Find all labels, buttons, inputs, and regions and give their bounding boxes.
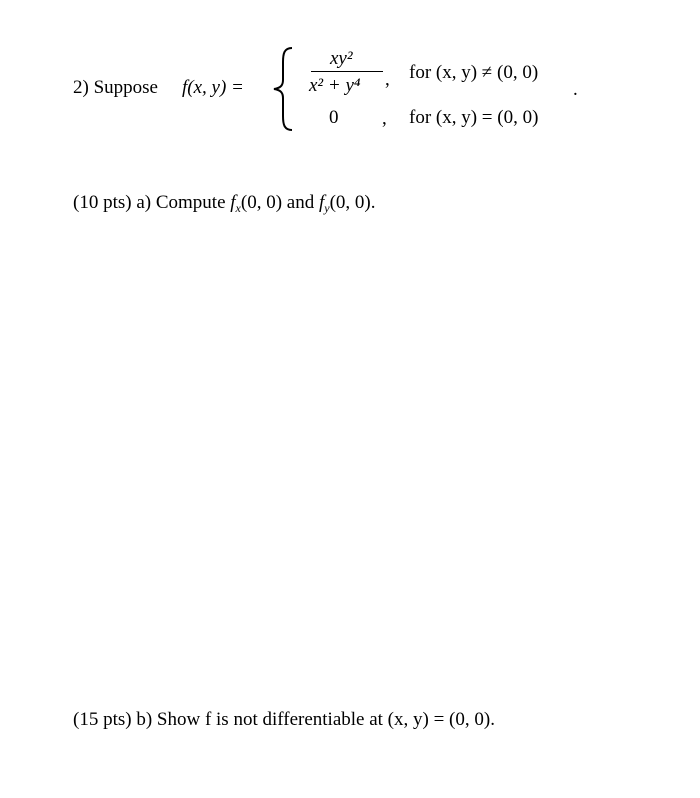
part-a: [73, 193, 375, 214]
case2-value: 0: [329, 107, 339, 128]
case2-comma: ,: [382, 108, 387, 129]
fraction-bar: [311, 71, 383, 72]
problem-prefix: 2) Suppose: [73, 77, 158, 98]
case1-condition: for (x, y) ≠ (0, 0): [409, 62, 539, 83]
fx-args: (0, 0) and: [240, 192, 315, 213]
part-a-text: Compute: [155, 192, 226, 213]
part-b-points: (15 pts) b): [73, 709, 153, 730]
fx-base: f: [230, 192, 236, 213]
case2-condition: for (x, y) = (0, 0): [409, 107, 539, 128]
fy-sub: y: [324, 201, 330, 215]
fy-base: f: [318, 192, 325, 213]
function-lhs: f(x, y) =: [182, 77, 244, 98]
part-b-text: Show f is not differentiable at (x, y) = (0, 0).: [156, 709, 495, 730]
part-a-points: (10 pts) a): [73, 192, 152, 213]
case1-numerator: xy²: [330, 48, 353, 69]
fx-sub: x: [235, 201, 241, 215]
case1-denominator: x² + y⁴: [309, 75, 361, 96]
part-b: [73, 710, 495, 729]
left-brace-icon: [268, 46, 308, 132]
end-period: .: [573, 79, 578, 100]
case1-comma: ,: [385, 69, 390, 90]
fy-args: (0, 0).: [329, 192, 376, 213]
